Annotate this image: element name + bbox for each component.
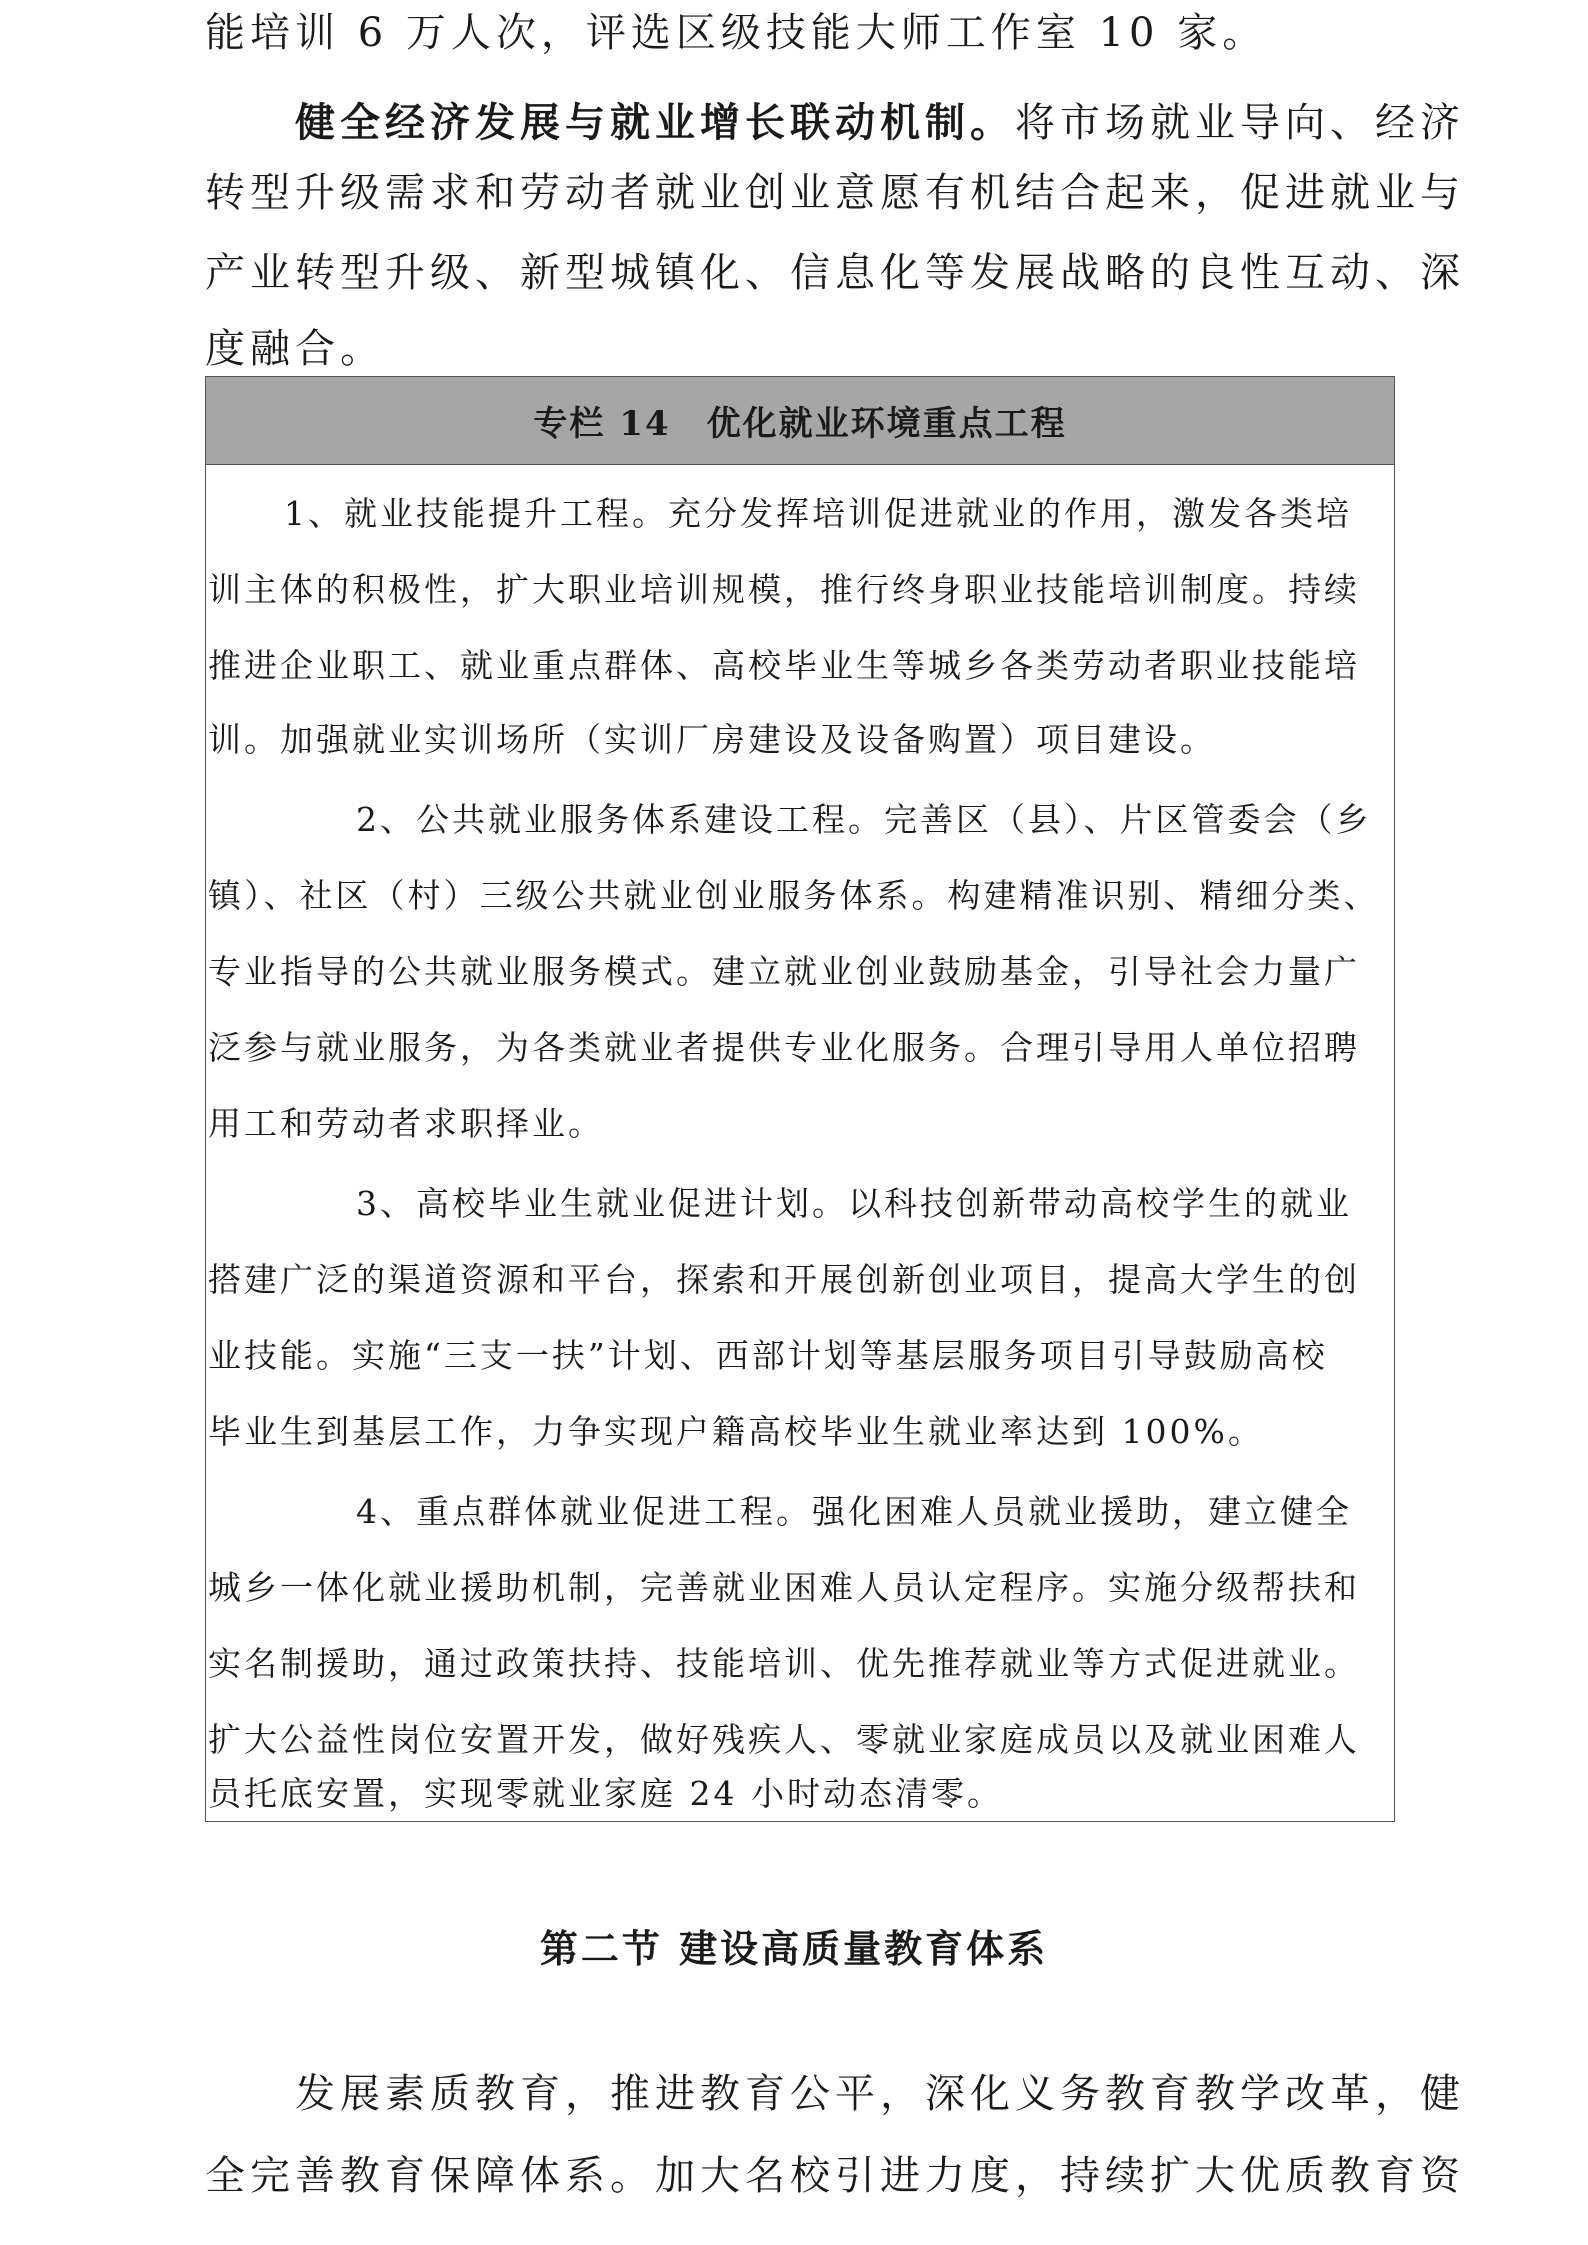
box-item-1-line: 推进企业职工、就业重点群体、高校毕业生等城乡各类劳动者职业技能培 (208, 646, 1360, 685)
intro-para-2-line-2: 转型升级需求和劳动者就业创业意愿有机结合起来，促进就业与 (205, 170, 1465, 216)
feature-box-title: 专栏 14 优化就业环境重点工程 (206, 377, 1394, 465)
box-item-4-line: 扩大公益性岗位安置开发，做好残疾人、零就业家庭成员以及就业困难人 (208, 1720, 1360, 1759)
box-item-4-line: 4、重点群体就业促进工程。强化困难人员就业援助，建立健全 (356, 1492, 1352, 1531)
box-item-3-line: 3、高校毕业生就业促进计划。以科技创新带动高校学生的就业 (356, 1184, 1352, 1223)
intro-para-2-line-3: 产业转型升级、新型城镇化、信息化等发展战略的良性互动、深 (205, 250, 1465, 296)
box-item-2-line: 2、公共就业服务体系建设工程。完善区（县）、片区管委会（乡 (356, 800, 1372, 839)
box-item-1-line: 训主体的积极性，扩大职业培训规模，推行终身职业技能培训制度。持续 (208, 570, 1360, 609)
box-item-2-line: 用工和劳动者求职择业。 (208, 1104, 604, 1143)
box-item-2-line: 镇）、社区（村）三级公共就业创业服务体系。构建精准识别、精细分类、 (208, 876, 1380, 915)
para-lead-heading: 健全经济发展与就业增长联动机制。 (295, 99, 1015, 146)
box-item-1-line: 训。加强就业实训场所（实训厂房建设及设备购置）项目建设。 (208, 720, 1216, 759)
closing-line-1: 发展素质教育，推进教育公平，深化义务教育教学改革，健 (295, 2071, 1465, 2117)
box-item-4-line: 员托底安置，实现零就业家庭 24 小时动态清零。 (208, 1774, 1003, 1813)
box-item-3-line: 毕业生到基层工作，力争实现户籍高校毕业生就业率达到 100%。 (208, 1412, 1264, 1451)
box-item-1-line: 1、就业技能提升工程。充分发挥培训促进就业的作用，激发各类培 (284, 494, 1352, 533)
intro-line-1: 能培训 6 万人次，评选区级技能大师工作室 10 家。 (205, 10, 1268, 56)
feature-box (205, 376, 1395, 1822)
section-heading: 第二节 建设高质量教育体系 (539, 1926, 1049, 1971)
box-item-2-line: 泛参与就业服务，为各类就业者提供专业化服务。合理引导用人单位招聘 (208, 1028, 1360, 1067)
para-text: 将市场就业导向、经济 (1015, 100, 1465, 146)
box-item-4-line: 城乡一体化就业援助机制，完善就业困难人员认定程序。实施分级帮扶和 (208, 1568, 1360, 1607)
box-item-4-line: 实名制援助，通过政策扶持、技能培训、优先推荐就业等方式促进就业。 (208, 1644, 1360, 1683)
closing-line-2: 全完善教育保障体系。加大名校引进力度，持续扩大优质教育资 (205, 2153, 1465, 2199)
box-item-3-line: 业技能。实施“三支一扶”计划、西部计划等基层服务项目引导鼓励高校 (208, 1336, 1328, 1375)
intro-para-2-line-1 (295, 92, 1485, 154)
box-item-3-line: 搭建广泛的渠道资源和平台，探索和开展创新创业项目，提高大学生的创 (208, 1260, 1360, 1299)
intro-para-2-line-4: 度融合。 (205, 326, 385, 372)
box-item-2-line: 专业指导的公共就业服务模式。建立就业创业鼓励基金，引导社会力量广 (208, 952, 1360, 991)
